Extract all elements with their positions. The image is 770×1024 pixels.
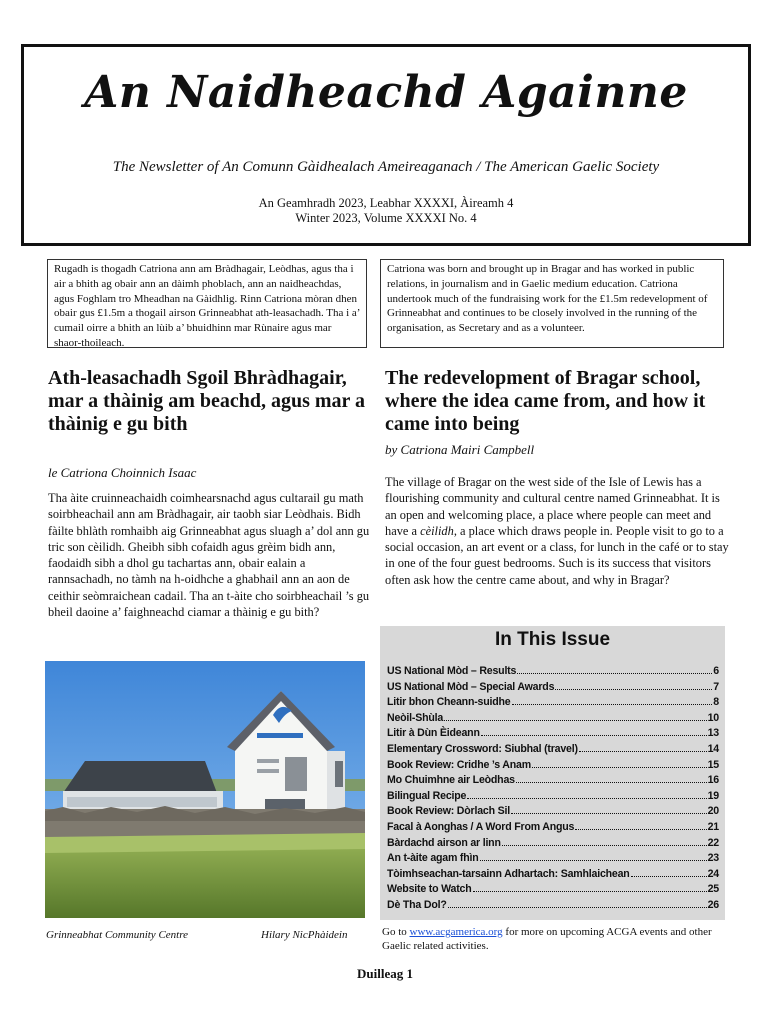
toc-item (387, 758, 719, 774)
toc-leader (631, 876, 707, 877)
toc-item-page: 10 (707, 711, 719, 724)
article-headline-gaelic: Ath-leasachadh Sgoil Bhràdhagair, mar a thàinig am beachd, agus mar a thàinig e gu bith (48, 367, 366, 435)
toc-leader (467, 798, 706, 799)
photo-caption: Grinneabhat Community Centre (46, 929, 188, 941)
toc-leader (575, 829, 706, 830)
toc-item (387, 820, 719, 836)
toc-item-page: 20 (707, 805, 719, 818)
toc-item-title: Dè Tha Dol? (387, 898, 447, 911)
article-body-english (385, 474, 730, 588)
toc-heading: In This Issue (494, 629, 611, 650)
toc-item-page: 8 (713, 696, 719, 709)
toc-item-title: US National Mòd – Results (387, 665, 517, 677)
toc-leader (473, 891, 707, 892)
toc-item (387, 804, 719, 820)
toc-item-title: Elementary Crossword: Siubhal (travel) (387, 742, 578, 755)
events-footnote (382, 926, 727, 953)
article-headline-english: The redevelopment of Bragar school, where the idea came from, and how it came into being (385, 367, 706, 435)
toc-item-title: Neòil-Shùla (387, 711, 444, 724)
article-body-gaelic: Tha àite cruinneachaidh coimhearsnachd agus cultarail gu math soirbheachail ann am Bràdhagair, air taobh siar Leòdhais. Bidh fàilte bhlàth romhaibh aig Grinneabhat agus sluagh a’ dol ann gu tric son cèilidh. Gheibh sibh cofaidh agus grèim bidh ann, faodaidh sibh a dhol gu tachartas ann, obair ealain a rannsachadh, no tàmh na h-oidhche a ghabhail ann an aon de ceithir seòmraichean cadail. Tha an t-àite cho soirbheachail ’s gu bheil daoine a’ faighneachd ciamar a thàinig e gu bith? (48, 491, 370, 620)
issue-english: Winter 2023, Volume XXXXI No. 4 (295, 211, 477, 225)
toc-item (387, 851, 719, 867)
toc-item-title: Litir bhon Cheann-suidhe (387, 696, 511, 709)
toc-item-title: Book Review: Cridhe ’s Anam (387, 758, 531, 771)
newsletter-title: An Naidheachd Againne (84, 67, 688, 118)
article-byline-gaelic: le Catriona Choinnich Isaac (48, 465, 197, 480)
toc-list (387, 664, 719, 914)
toc-item-title: US National Mòd – Special Awards (387, 680, 555, 693)
toc-item (387, 664, 719, 680)
toc-item (387, 789, 719, 805)
toc-leader (502, 845, 707, 846)
toc-item-page: 26 (707, 898, 719, 911)
body-text-part: , a place which draws people in. People visit to go to a social occasion, an art event or a class, for lunch in the café or to stay in one of the four guest bedrooms. Such is its success that visitors often ask how the centre came about, and why in Bragar? (385, 523, 729, 587)
toc-item-page: 22 (707, 836, 719, 849)
toc-leader (444, 720, 707, 721)
issue-info (24, 196, 748, 226)
toc-item (387, 726, 719, 742)
toc-leader (512, 704, 713, 705)
toc-leader (481, 735, 707, 736)
toc-item-page: 13 (707, 727, 719, 740)
toc-item (387, 836, 719, 852)
issue-gaelic: An Geamhradh 2023, Leabhar XXXXI, Àireamh 4 (258, 196, 514, 210)
author-summary-gaelic: Rugadh is thogadh Catriona ann am Bràdhagair, Leòdhas, agus tha i air a bhith ag obair ann an dàimh phoblach, ann an naidheachdas, agus Foghlam tro Mheadhan na Gàidhlig. Rinn Catriona mòran dhen obair gus £1.5m a thogail airson Grinneabhat ath-leasachadh. Tha i a’ cumail oirre a bhith an lùib a’ bhuidhinn mar Rùnaire agus mar shaor-thoileach. (47, 259, 367, 348)
article-byline-english: by Catriona Mairi Campbell (385, 442, 535, 457)
toc-item-page: 14 (707, 742, 719, 755)
newsletter-subtitle: The Newsletter of An Comunn Gàidhealach Ameireaganach / The American Gaelic Society (112, 159, 660, 175)
body-italic-word: cèilidh (420, 523, 454, 538)
table-of-contents (380, 626, 725, 920)
toc-item-title: Mo Chuimhne air Leòdhas (387, 774, 515, 787)
toc-item-page: 24 (707, 867, 719, 880)
toc-item-page: 7 (713, 680, 719, 693)
toc-item (387, 711, 719, 727)
body-text-part: The village of Bragar on the west side of the Isle of Lewis has a flourishing community and cultural centre named Grinneabhat. It is an open and welcoming place, a place where people can meet and have a (385, 475, 720, 538)
toc-item (387, 773, 719, 789)
community-centre-photo (45, 661, 365, 918)
toc-item-title: Facal à Aonghas / A Word From Angus (387, 820, 575, 833)
toc-leader (579, 751, 707, 752)
toc-leader (516, 782, 707, 783)
footnote-text: for more on upcoming ACGA events and other Gaelic related activities. (382, 926, 712, 952)
toc-item-page: 23 (707, 852, 719, 865)
toc-leader (448, 907, 707, 908)
toc-item-page: 21 (707, 820, 719, 833)
toc-item-title: An t-àite agam fhìn (387, 852, 479, 865)
toc-item (387, 882, 719, 898)
toc-item-page: 19 (707, 789, 719, 802)
toc-item (387, 695, 719, 711)
toc-item-title: Book Review: Dòrlach Sil (387, 805, 510, 818)
toc-item-page: 6 (713, 665, 719, 677)
toc-item-title: Tòimhseachan-tarsainn Adhartach: Samhlaichean (387, 867, 630, 880)
toc-leader (555, 689, 712, 690)
toc-item-page: 15 (707, 758, 719, 771)
toc-item-title: Bilingual Recipe (387, 789, 467, 802)
website-link[interactable]: www.acgamerica.org (409, 926, 503, 938)
toc-leader (517, 673, 712, 674)
toc-item (387, 742, 719, 758)
author-summary-english: Catriona was born and brought up in Bragar and has worked in public relations, in journalism and in Gaelic medium education. Catriona undertook much of the fundraising work for the £1.5m redevelopment of Grinneabhat and continues to be closely involved in the running of the organisation, as Secretary and as a volunteer. (380, 259, 724, 348)
toc-item-page: 25 (707, 883, 719, 896)
toc-item-title: Website to Watch (387, 883, 472, 896)
toc-item (387, 898, 719, 914)
toc-item-page: 16 (707, 774, 719, 787)
footnote-text: Go to (382, 926, 410, 938)
toc-leader (511, 813, 707, 814)
toc-item-title: Bàrdachd airson ar linn (387, 836, 501, 849)
page-number: Duilleag 1 (357, 966, 413, 981)
toc-leader (480, 860, 707, 861)
photo-credit: Hilary NicPhàidein (261, 929, 348, 941)
toc-item (387, 867, 719, 883)
toc-item-title: Litir à Dùn Èideann (387, 727, 480, 740)
masthead (21, 44, 751, 246)
toc-item (387, 680, 719, 696)
toc-leader (532, 767, 707, 768)
